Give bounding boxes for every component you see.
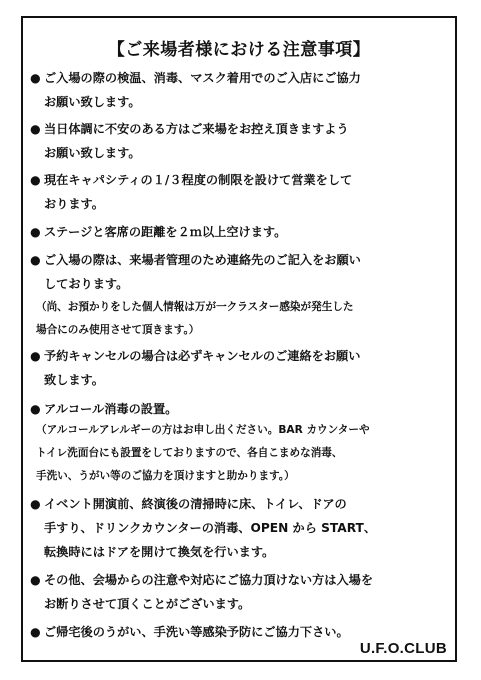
continuation-line (44, 275, 128, 292)
line-text: お断りさせて頂くことがございます。 (44, 597, 251, 611)
note-line (36, 445, 342, 460)
bullet-icon: ● (30, 573, 41, 587)
note-line (36, 422, 370, 437)
note-line (36, 322, 199, 337)
continuation-line (44, 371, 104, 388)
bullet-item (30, 495, 347, 512)
bullet-icon: ● (30, 122, 41, 136)
line-text: 現在キャパシティの１/３程度の制限を設けて営業をして (44, 173, 353, 187)
bullet-icon: ● (30, 71, 41, 85)
continuation-line (44, 543, 274, 560)
continuation-line (44, 519, 376, 536)
bullet-item (30, 623, 349, 640)
line-text: トイレ洗面台にも設置をしておりますので、各自こまめな消毒、 (36, 447, 343, 459)
line-text: その他、会場からの注意や対応にご協力頂けない方は入場を (44, 573, 374, 587)
note-line (36, 468, 295, 483)
continuation-line (44, 195, 104, 212)
line-text: 予約キャンセルの場合は必ずキャンセルのご連絡をお願い (44, 349, 361, 363)
note-line (36, 299, 354, 314)
line-text: ご入場の際の検温、消毒、マスク着用でのご入店にご協力 (44, 71, 361, 85)
venue-name: U.F.O.CLUB (359, 640, 447, 657)
line-text: 場合にのみ使用させて頂きます。） (36, 324, 200, 336)
bullet-item (30, 69, 361, 86)
line-text: おります。 (44, 197, 104, 211)
line-text: アルコール消毒の設置。 (44, 402, 178, 416)
bullet-item (30, 251, 361, 268)
notice-sheet (21, 16, 457, 662)
line-text: お願い致します。 (44, 95, 141, 109)
line-text: お願い致します。 (44, 146, 141, 160)
line-text: 転換時にはドアを開けて換気を行います。 (44, 545, 275, 559)
continuation-line (44, 144, 141, 161)
line-text: 手洗い、うがい等のご協力を頂けますと助かります。） (36, 470, 295, 482)
line-text: （尚、お預かりをした個人情報は万が一クラスター感染が発生した (36, 301, 354, 313)
bullet-icon: ● (30, 225, 41, 239)
bullet-item (30, 171, 352, 188)
bullet-item (30, 571, 373, 588)
bullet-icon: ● (30, 402, 41, 416)
continuation-line (44, 93, 141, 110)
bullet-item (30, 347, 360, 364)
bullet-item (30, 400, 177, 417)
line-text: 致します。 (44, 373, 104, 387)
bullet-icon: ● (30, 625, 41, 639)
notice-title: 【ご来場者様における注意事項】 (107, 40, 371, 60)
line-text: ご帰宅後のうがい、手洗い等感染予防にご協力下さい。 (44, 625, 349, 639)
bullet-item (30, 120, 349, 137)
line-text: （アルコールアレルギーの方はお申し出ください。BAR カウンターや (36, 424, 370, 436)
line-text: 手すり、ドリンクカウンターの消毒、OPEN から START、 (44, 521, 377, 535)
line-text: イベント開演前、終演後の清掃時に床、トイレ、ドアの (44, 497, 347, 511)
continuation-line (44, 595, 250, 612)
bullet-item (30, 223, 286, 240)
bullet-icon: ● (30, 497, 41, 511)
line-text: しております。 (44, 277, 129, 291)
bullet-icon: ● (30, 349, 41, 363)
line-text: ステージと客席の距離を２ｍ以上空けます。 (44, 225, 287, 239)
bullet-icon: ● (30, 173, 41, 187)
bullet-icon: ● (30, 253, 41, 267)
line-text: 当日体調に不安のある方はご来場をお控え頂きますよう (44, 122, 349, 136)
line-text: ご入場の際は、来場者管理のため連絡先のご記入をお願い (44, 253, 361, 267)
